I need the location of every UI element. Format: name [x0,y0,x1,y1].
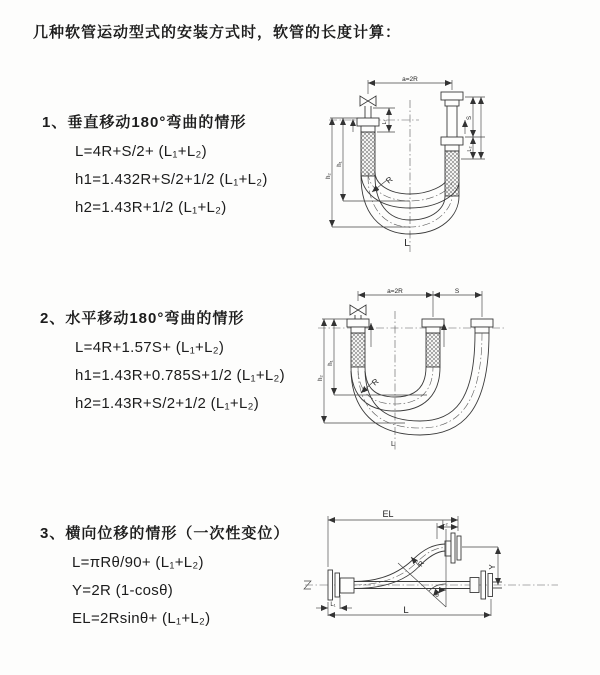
label-h1: h₁ [328,360,334,366]
valve-icon [350,305,366,315]
label-h2: h₂ [326,173,332,179]
formula-line: L=4R+S/2+ (L₁+L₂) [75,143,207,160]
label-l-total: L [404,238,410,249]
section-2 [40,307,285,412]
section-1-heading: 1、垂直移动180°弯曲的情形 [42,114,247,131]
dimension-s-l2 [461,97,485,159]
flange [457,536,461,560]
label-r: R [417,560,427,569]
flange [445,100,459,106]
label-l-total: L [391,441,395,448]
label-r: R [384,174,395,186]
flange [441,137,463,145]
flange [340,578,354,593]
page-title: 几种软管运动型式的安装方式时，软管的长度计算： [33,24,402,41]
label-y: Y [488,564,497,570]
braided-hose-section [351,333,365,367]
label-h1: h₁ [337,161,343,167]
formula-line: h1=1.432R+S/2+1/2 (L₁+L₂) [75,171,268,188]
formula-line: Y=2R (1-cosθ) [72,582,174,599]
label-a2r: a=2R [387,288,403,295]
flange [347,319,369,327]
dimension-h1-h2 [318,319,427,423]
flange [441,92,463,100]
braided-hose-section [426,333,440,367]
diagram-horizontal-180-bend [310,283,600,458]
section-2-heading: 2、水平移动180°弯曲的情形 [40,310,245,327]
label-s: S [454,288,460,295]
radius-leader [361,377,381,393]
flange [481,571,486,599]
flange [471,319,493,327]
flange [470,578,479,593]
valve-icon [360,96,376,106]
section-1 [42,111,268,216]
section-3-heading: 3、横向位移的情形（一次性变位） [40,525,290,542]
dimension-a2r [368,76,452,94]
label-l-total: L [403,605,409,616]
flange [335,573,340,597]
flange [451,533,455,563]
flange [422,319,444,327]
braided-hose-section [361,132,375,176]
section-3 [40,522,289,627]
diagram-vertical-180-bend [315,72,590,262]
dimension-el [328,509,458,567]
label-el: EL [382,509,394,519]
dimension-l1 [316,595,352,609]
label-h2: h₂ [318,375,324,381]
flange [328,570,333,600]
label-s: S [467,115,473,121]
flange [361,126,375,132]
formula-line: h1=1.43R+0.785S+1/2 (L₁+L₂) [75,367,285,384]
flange [445,145,459,151]
diagram-lateral-displacement [300,503,600,658]
dimension-a2r-s [358,288,482,317]
label-r: R [370,376,381,388]
hose-curves [351,333,489,435]
formula-line: L=4R+1.57S+ (L₁+L₂) [75,339,225,356]
formula-line: EL=2Rsinθ+ (L₁+L₂) [72,610,211,627]
flange [475,327,489,333]
label-l1: L₁ [382,119,388,125]
label-l2: L₂ [442,521,448,527]
flange [426,327,440,333]
formula-line: h2=1.43R+S/2+1/2 (L₁+L₂) [75,395,260,412]
label-l1: L₁ [330,602,336,608]
flange [351,327,365,333]
flange [357,118,379,126]
formula-line: L=πRθ/90+ (L₁+L₂) [72,554,204,571]
label-l2: L₂ [467,146,473,152]
formula-line: h2=1.43R+1/2 (L₁+L₂) [75,199,227,216]
label-theta: θ [435,592,439,599]
dimension-l [328,599,491,616]
label-a2r: a=2R [402,76,418,83]
flange [488,574,493,597]
